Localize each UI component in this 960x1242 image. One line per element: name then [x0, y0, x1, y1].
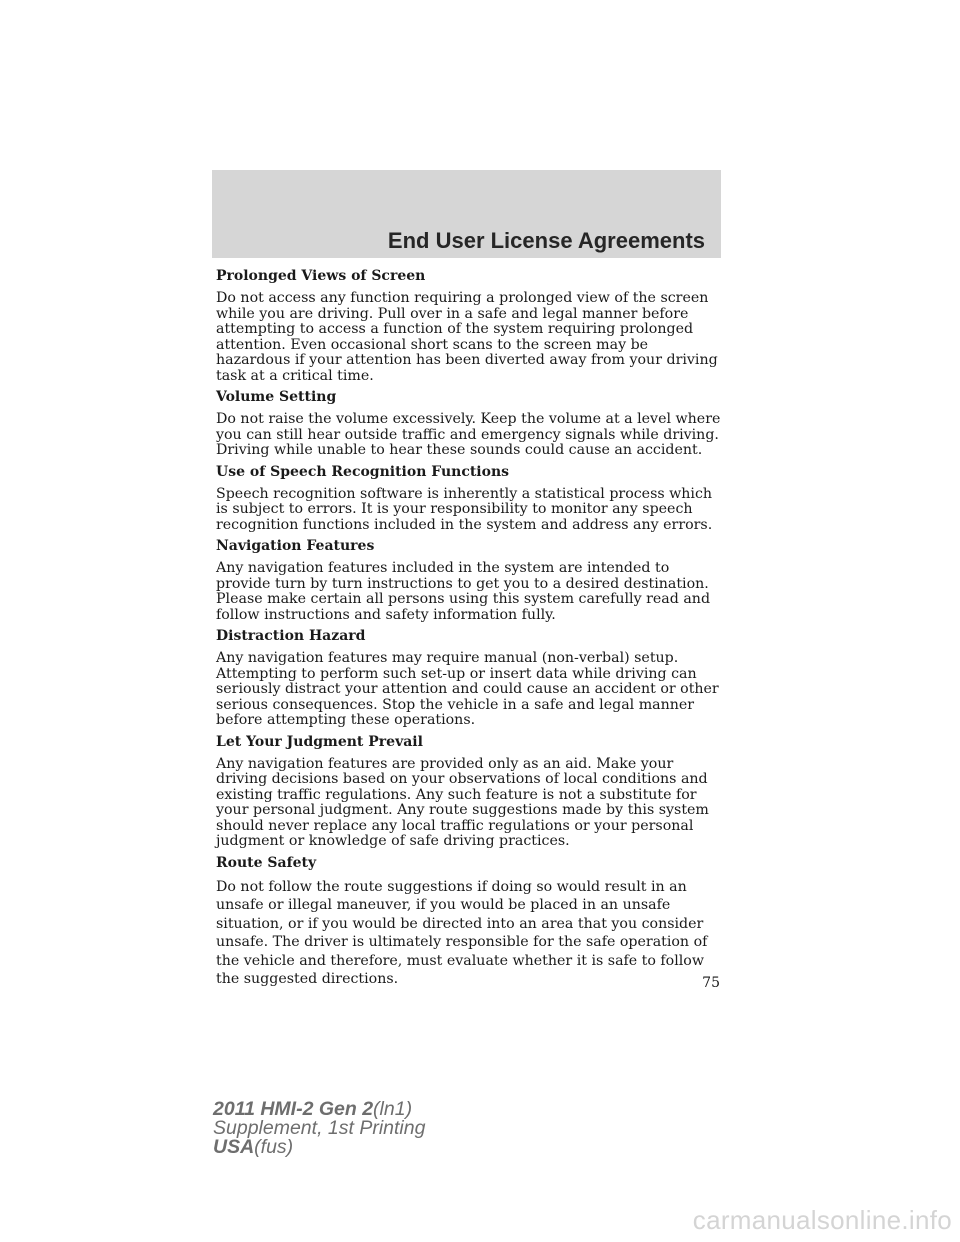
section-body: Do not raise the volume excessively. Keep the volume at a level where you can still hear outside traffic and emergency signals while driving. Driving while unable to hear these sounds could cause an accident. [216, 411, 721, 458]
section-body: Any navigation features are provided only as an aid. Make your driving decisions based on your observations of local conditions and existing traffic regulations. Any such feature is not a substitute for your personal judgment. Any route suggestions made by this system should never replace any local traffic regulations or your personal judgment or knowledge of safe driving practices. [216, 755, 709, 849]
section-body: Do not access any function requiring a prolonged view of the screen while you are driving. Pull over in a safe and legal manner before attempting to access a function of the system requiring prolonged attention. Even occasional short scans to the screen may be hazardous if your attention has been diverted away from your driving task at a critical time. [216, 290, 718, 384]
section-volume-setting [216, 389, 726, 459]
page-number: 75 [702, 975, 720, 991]
section-speech-recognition [216, 464, 726, 534]
watermark: carmanualsonline.info [692, 1205, 952, 1235]
footer-market-code: (fus) [254, 1136, 294, 1158]
page-content [216, 268, 726, 994]
footer-model-code: (ln1) [373, 1098, 413, 1120]
section-route-safety [216, 855, 726, 989]
section-heading: Use of Speech Recognition Functions [216, 463, 510, 480]
section-judgment [216, 734, 726, 850]
chapter-header [212, 170, 721, 258]
section-body: Do not follow the route suggestions if doing so would result in an unsafe or illegal maneuver, if you would be placed in an unsafe situation, or if you would be directed into an area that you consider unsafe. The driver is ultimately responsible for the safe operation of the vehicle and therefore, must evaluate whether it is safe to follow the suggested directions. [216, 878, 708, 987]
section-heading: Navigation Features [216, 538, 375, 554]
section-heading: Prolonged Views of Screen [216, 268, 426, 284]
footer-model: 2011 HMI-2 Gen 2 [213, 1098, 374, 1120]
section-heading: Distraction Hazard [216, 628, 366, 644]
section-body: Any navigation features may require manual (non-verbal) setup. Attempting to perform such set-up or insert data while driving can seriously distract your attention and could cause an accident or other serious consequences. Stop the vehicle in a safe and legal manner before attempting these operations. [216, 650, 719, 728]
section-heading: Volume Setting [216, 389, 337, 405]
footer-line-2: Supplement, 1st Printing [213, 1117, 426, 1139]
footer-market: USA [213, 1136, 255, 1158]
section-body: Speech recognition software is inherently a statistical process which is subject to errors. It is your responsibility to monitor any speech recognition functions included in the system and address any errors. [216, 485, 713, 533]
chapter-title: End User License Agreements [387, 228, 705, 253]
section-heading: Route Safety [216, 854, 317, 871]
section-navigation-features [216, 538, 726, 623]
print-footer [213, 1100, 425, 1157]
section-distraction-hazard [216, 628, 726, 729]
section-body: Any navigation features included in the system are intended to provide turn by turn instructions to get you to a desired destination. Please make certain all persons using this system carefully read and follow instructions and safety information fully. [216, 560, 711, 623]
footer-line-3 [213, 1138, 425, 1157]
section-heading: Let Your Judgment Prevail [216, 733, 423, 750]
section-prolonged-views [216, 268, 726, 384]
